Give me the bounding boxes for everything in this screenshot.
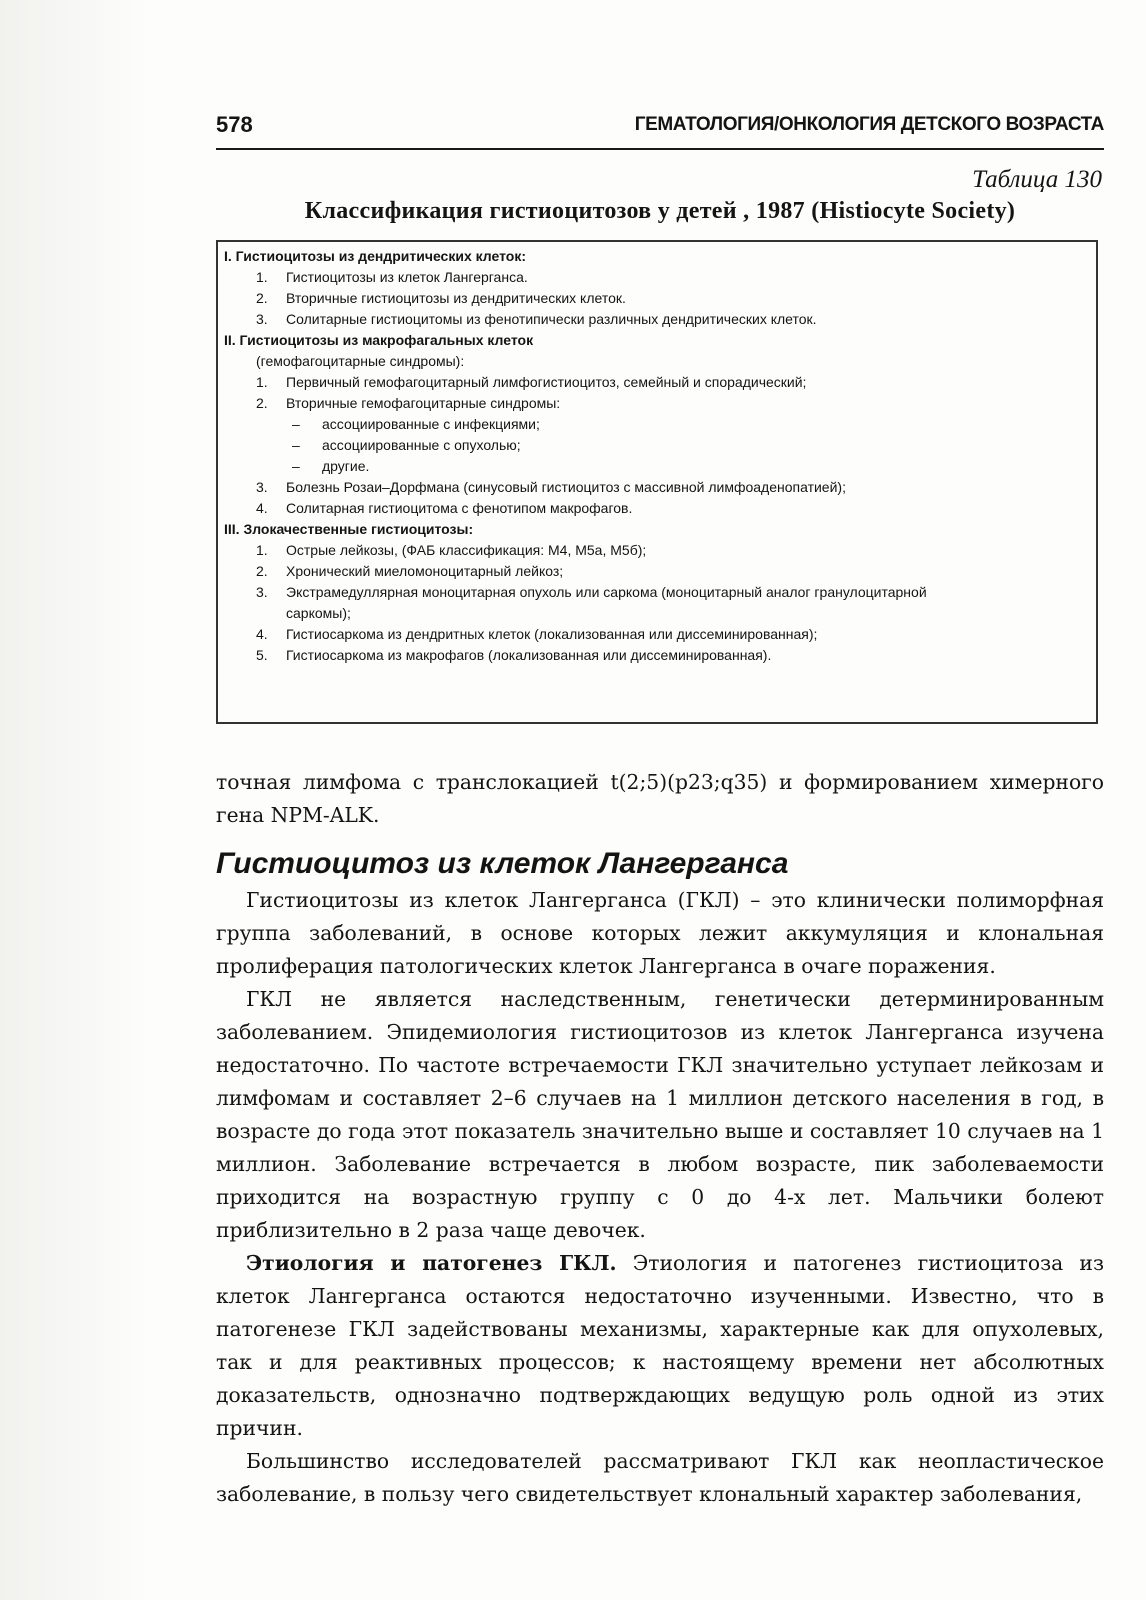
table-item-text: другие. <box>322 458 370 474</box>
table-label: Таблица 130 <box>972 166 1102 193</box>
table-item-text: ассоциированные с опухолью; <box>322 437 521 453</box>
table-list-item <box>224 540 1096 561</box>
table-item-number: 1. <box>256 374 268 390</box>
body-text <box>216 766 1104 1511</box>
table-list-item <box>224 477 1096 498</box>
table-item-text: Первичный гемофагоцитарный лимфогистиоцитоз, семейный и спорадический; <box>286 374 807 390</box>
table-item-number: 2. <box>256 395 268 411</box>
table-item-text: Солитарная гистиоцитома с фенотипом макрофагов. <box>286 500 633 516</box>
intro-paragraph: точная лимфома с транслокацией t(2;5)(p23;q35) и формированием химерного гена NPM-ALK. <box>216 770 1104 827</box>
table-item-text: Вторичные гемофагоцитарные синдромы: <box>286 395 561 411</box>
table-list-item <box>224 372 1096 393</box>
classification-table <box>216 240 1098 724</box>
table-item-text: Вторичные гистиоцитозы из дендритических клеток. <box>286 290 626 306</box>
table-item-text: Гистиоцитозы из клеток Лангерганса. <box>286 269 528 285</box>
table-subtitle: (гемофагоцитарные синдромы): <box>256 353 465 369</box>
paragraph-3-text: Этиология и патогенез гистиоцитоза из клеток Лангерганса остаются недостаточно изученными. Известно, что в патогенезе ГКЛ задействованы механизмы, характерные как для опухолевых, так и для реактивных процессов; к настоящему времени нет абсолютных доказательств, однозначно подтверждающих ведущую роль одной из этих причин. <box>216 1251 1104 1440</box>
paragraph-2: ГКЛ не является наследственным, генетически детерминированным заболеванием. Эпидемиология гистиоцитозов из клеток Лангерганса изучена недостаточно. По частоте встречаемости ГКЛ значительно уступает лейкозам и лимфомам и составляет 2–6 случаев на 1 миллион детского населения в год, в возрасте до года этот показатель значительно выше и составляет 10 случаев на 1 миллион. Заболевание встречается в любом возрасте, пик заболеваемости приходится на возрастную группу с 0 до 4-х лет. Мальчики болеют приблизительно в 2 раза чаще девочек. <box>216 987 1104 1242</box>
table-dash-item <box>224 435 1096 456</box>
table-list-item <box>224 645 1096 666</box>
table-item-number: 2. <box>256 563 268 579</box>
dash-marker: – <box>292 458 300 474</box>
table-list-item <box>224 288 1096 309</box>
table-item-number: 1. <box>256 269 268 285</box>
table-item-number: 3. <box>256 311 268 327</box>
table-item-text: Болезнь Розаи–Дорфмана (синусовый гистиоцитоз с массивной лимфоаденопатией); <box>286 479 846 495</box>
dash-marker: – <box>292 437 300 453</box>
table-list-item <box>224 393 1096 414</box>
scan-shadow <box>0 0 150 1600</box>
table-dash-item <box>224 456 1096 477</box>
paragraph-3 <box>216 1247 1104 1445</box>
table-item-text: Гистиосаркома из макрофагов (локализованная или диссеминированная). <box>286 647 772 663</box>
page-number: 578 <box>216 112 253 137</box>
paragraph-4: Большинство исследователей рассматривают ГКЛ как неопластическое заболевание, в пользу чего свидетельствует клональный характер заболевания, <box>216 1449 1104 1506</box>
table-item-number: 1. <box>256 542 268 558</box>
table-item-number: 4. <box>256 500 268 516</box>
dash-marker: – <box>292 416 300 432</box>
table-section-heading: III. Злокачественные гистиоцитозы: <box>224 521 474 537</box>
table-item-text: Экстрамедуллярная моноцитарная опухоль или саркома (моноцитарный аналог гранулоцитарной <box>286 584 927 600</box>
table-item-number: 5. <box>256 647 268 663</box>
table-list-item <box>224 582 1096 603</box>
table-list-item <box>224 561 1096 582</box>
table-list-item <box>224 267 1096 288</box>
page-header <box>216 112 1104 150</box>
paragraph-1: Гистиоцитозы из клеток Лангерганса (ГКЛ) – это клинически полиморфная группа заболеваний, в основе которых лежит аккумуляция и клональная пролиферация патологических клеток Лангерганса в очаге поражения. <box>216 888 1104 978</box>
table-item-text: ассоциированные с инфекциями; <box>322 416 540 432</box>
table-item-text: Хронический миеломоноцитарный лейкоз; <box>286 563 564 579</box>
table-section-heading: I. Гистиоцитозы из дендритических клеток: <box>224 248 526 264</box>
table-item-number: 2. <box>256 290 268 306</box>
table-continuation: саркомы); <box>286 605 351 621</box>
running-title: ГЕМАТОЛОГИЯ/ОНКОЛОГИЯ ДЕТСКОГО ВОЗРАСТА <box>634 114 1104 135</box>
table-item-text: Солитарные гистиоцитомы из фенотипически различных дендритических клеток. <box>286 311 817 327</box>
table-item-text: Гистиосаркома из дендритных клеток (локализованная или диссеминированная); <box>286 626 818 642</box>
table-section-heading: II. Гистиоцитозы из макрофагальных клеток <box>224 332 534 348</box>
paragraph-3-term: Этиология и патогенез ГКЛ. <box>246 1251 617 1275</box>
table-item-text: Острые лейкозы, (ФАБ классификация: М4, М5а, М5б); <box>286 542 647 558</box>
table-item-number: 3. <box>256 479 268 495</box>
table-item-number: 3. <box>256 584 268 600</box>
table-item-number: 4. <box>256 626 268 642</box>
table-list-item <box>224 498 1096 519</box>
table-title: Классификация гистиоцитозов у детей , 1987 (Histiocyte Society) <box>304 198 1016 224</box>
table-list-item <box>224 309 1096 330</box>
section-heading: Гистиоцитоз из клеток Лангерганса <box>216 847 789 880</box>
table-list-item <box>224 624 1096 645</box>
table-dash-item <box>224 414 1096 435</box>
